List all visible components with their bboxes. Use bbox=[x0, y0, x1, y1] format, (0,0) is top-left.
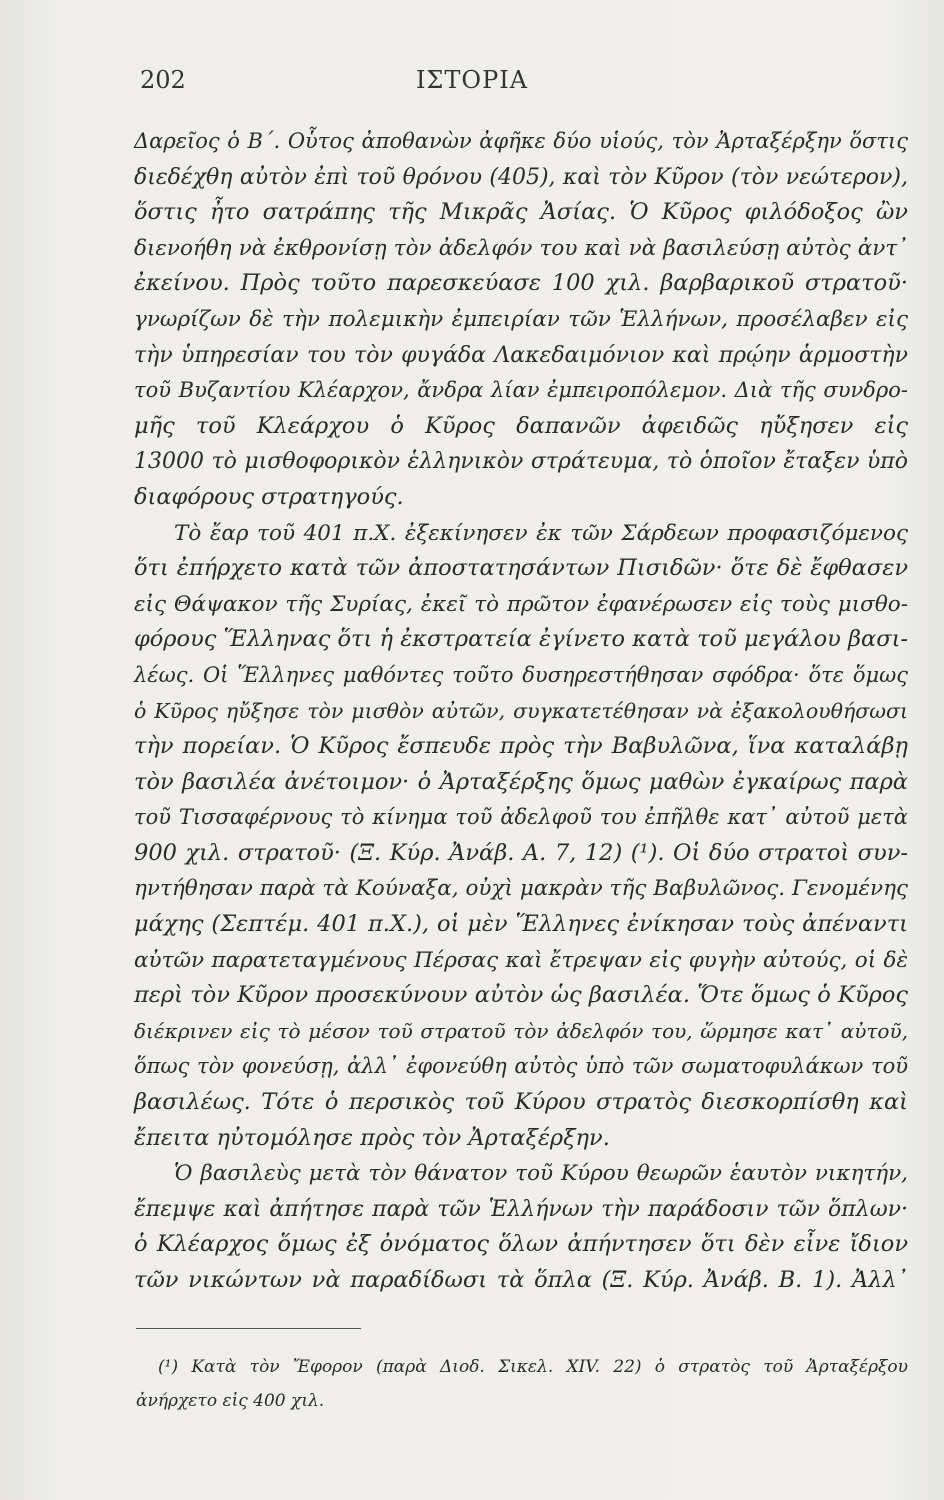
text-line: τὴν πορείαν. Ὁ Κῦρος ἔσπευδε πρὸς τὴν Βαβυλῶνα, ἵνα καταλάβῃ bbox=[134, 733, 908, 760]
text-line: εἰς Θάψακον τῆς Συρίας, ἐκεῖ τὸ πρῶτον ἐφανέρωσεν εἰς τοὺς μισθο- bbox=[134, 591, 908, 617]
text-line: διενοήθη νὰ ἐκθρονίσῃ τὸν ἀδελφόν του καὶ νὰ βασιλεύσῃ αὐτὸς ἀντ᾽ bbox=[134, 235, 908, 261]
text-line: διέκρινεν εἰς τὸ μέσον τοῦ στρατοῦ τὸν ἀδελφόν του, ὥρμησε κατ᾽ αὐτοῦ, bbox=[134, 1018, 908, 1043]
text-line: ὁ Κῦρος ηὔξησε τὸν μισθὸν αὐτῶν, συγκατετέθησαν νὰ ἐξακολουθήσωσι bbox=[134, 698, 908, 723]
footnote bbox=[136, 1350, 908, 1418]
text-line: ὅτι ἐπήρχετο κατὰ τῶν ἀποστατησάντων Πισιδῶν· ὅτε δὲ ἔφθασεν bbox=[134, 555, 908, 582]
text-line: Ὁ βασιλεὺς μετὰ τὸν θάνατον τοῦ Κύρου θεωρῶν ἑαυτὸν νικητήν, bbox=[174, 1161, 908, 1187]
text-line: τοῦ Βυζαντίου Κλέαρχον, ἄνδρα λίαν ἐμπειροπόλεμον. Διὰ τῆς συνδρο- bbox=[134, 378, 908, 403]
running-head: ΙΣΤΟΡΙΑ bbox=[415, 66, 529, 94]
footnote-line: ἀνήρχετο εἰς 400 χιλ. bbox=[136, 1391, 325, 1411]
text-line: μάχης (Σεπτέμ. 401 π.Χ.), οἱ μὲν Ἕλληνες ἐνίκησαν τοὺς ἀπέναντι bbox=[134, 911, 908, 938]
text-line: διεδέχθη αὐτὸν ἐπὶ τοῦ θρόνου (405), καὶ τὸν Κῦρον (τὸν νεώτερον), bbox=[134, 164, 908, 190]
text-line: τὸν βασιλέα ἀνέτοιμον· ὁ Ἀρταξέρξης ὅμως μαθὼν ἐγκαίρως παρὰ bbox=[134, 768, 908, 795]
text-line: ηντήθησαν παρὰ τὰ Κούναξα, οὐχὶ μακρὰν τῆς Βαβυλῶνος. Γενομένης bbox=[134, 876, 908, 902]
text-line: γνωρίζων δὲ τὴν πολεμικὴν ἐμπειρίαν τῶν Ἑλλήνων, προσέλαβεν εἰς bbox=[134, 306, 908, 332]
text-line: ἔπεμψε καὶ ἀπήτησε παρὰ τῶν Ἑλλήνων τὴν παράδοσιν τῶν ὅπλων· bbox=[134, 1196, 908, 1222]
text-line: λέως. Οἱ Ἕλληνες μαθόντες τοῦτο δυσηρεστήθησαν σφόδρα· ὅτε ὅμως bbox=[134, 662, 908, 687]
page-number: 202 bbox=[140, 66, 186, 94]
text-line: φόρους Ἕλληνας ὅτι ἡ ἐκστρατεία ἐγίνετο κατὰ τοῦ μεγάλου βασι- bbox=[134, 626, 908, 653]
footnote-line: (¹) Κατὰ τὸν Ἔφορον (παρὰ Διοδ. Σικελ. XIV. 22) ὁ στρατὸς τοῦ Ἀρταξέρξου bbox=[158, 1357, 908, 1377]
text-line: ὅστις ἦτο σατράπης τῆς Μικρᾶς Ἀσίας. Ὁ Κῦρος φιλόδοξος ὢν bbox=[134, 199, 908, 226]
text-line: τῶν νικώντων νὰ παραδίδωσι τὰ ὅπλα (Ξ. Κύρ. Ἀνάβ. Β. 1). Ἀλλ᾽ bbox=[134, 1267, 908, 1293]
text-line: 900 χιλ. στρατοῦ· (Ξ. Κύρ. Ἀνάβ. Α. 7, 12) (¹). Οἱ δύο στρατοὶ συν- bbox=[134, 839, 908, 866]
text-line: μῆς τοῦ Κλεάρχου ὁ Κῦρος δαπανῶν ἀφειδῶς ηὔξησεν εἰς bbox=[134, 412, 908, 439]
text-line: τοῦ Τισσαφέρνους τὸ κίνημα τοῦ ἀδελφοῦ του ἐπῆλθε κατ᾽ αὐτοῦ μετὰ bbox=[134, 805, 908, 830]
footnote-divider bbox=[136, 1328, 361, 1329]
text-line: περὶ τὸν Κῦρον προσεκύνουν αὐτὸν ὡς βασιλέα. Ὅτε ὅμως ὁ Κῦρος bbox=[134, 982, 908, 1009]
text-line: διαφόρους στρατηγούς. bbox=[134, 483, 404, 510]
text-line: ὅπως τὸν φονεύσῃ, ἀλλ᾽ ἐφονεύθη αὐτὸς ὑπὸ τῶν σωματοφυλάκων τοῦ bbox=[134, 1054, 908, 1079]
text-line: ἐκείνου. Πρὸς τοῦτο παρεσκεύασε 100 χιλ. βαρβαρικοῦ στρατοῦ· bbox=[134, 270, 908, 297]
body-text bbox=[134, 124, 908, 1299]
text-line: Δαρεῖος ὁ Β΄. Οὗτος ἀποθανὼν ἀφῆκε δύο υἱούς, τὸν Ἀρταξέρξην ὅστις bbox=[134, 129, 908, 153]
text-line: τὴν ὑπηρεσίαν του τὸν φυγάδα Λακεδαιμόνιον καὶ πρῴην ἁρμοστὴν bbox=[134, 342, 908, 368]
text-line: Τὸ ἔαρ τοῦ 401 π.Χ. ἐξεκίνησεν ἐκ τῶν Σάρδεων προφασιζόμενος bbox=[174, 520, 908, 546]
text-line: ὁ Κλέαρχος ὅμως ἐξ ὀνόματος ὅλων ἀπήντησεν ὅτι δὲν εἶνε ἴδιον bbox=[134, 1231, 908, 1258]
text-line: ἔπειτα ηὐτομόλησε πρὸς τὸν Ἀρταξέρξην. bbox=[134, 1124, 610, 1151]
text-line: αὐτῶν παρατεταγμένους Πέρσας καὶ ἔτρεψαν εἰς φυγὴν αὐτούς, οἱ δὲ bbox=[134, 947, 908, 973]
text-line: 13000 τὸ μισθοφορικὸν ἑλληνικὸν στράτευμα, τὸ ὁποῖον ἔταξεν ὑπὸ bbox=[134, 449, 908, 475]
text-line: βασιλέως. Τότε ὁ περσικὸς τοῦ Κύρου στρατὸς διεσκορπίσθη καὶ bbox=[134, 1089, 908, 1116]
